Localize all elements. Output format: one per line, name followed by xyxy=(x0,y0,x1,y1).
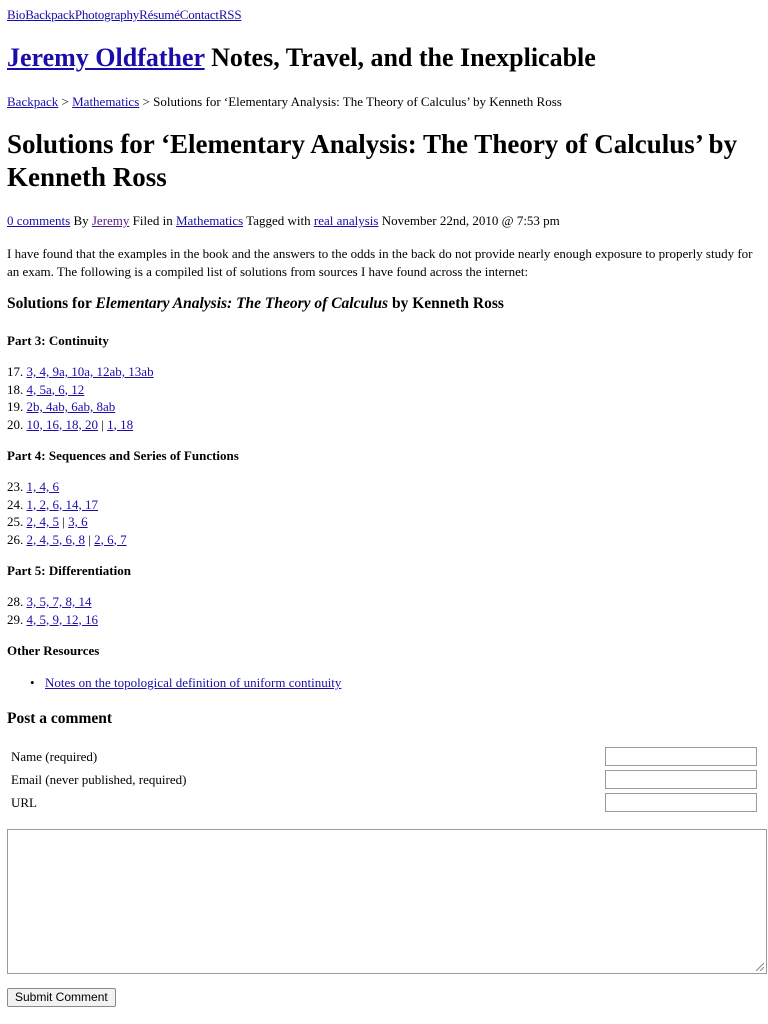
solutions-link[interactable]: 1, 2, 6, 14, 17 xyxy=(26,496,98,512)
category-link[interactable]: Mathematics xyxy=(176,213,244,228)
part-5-entries xyxy=(7,593,98,628)
url-label: URL xyxy=(11,795,37,810)
list-item xyxy=(7,416,154,434)
breadcrumb-home-link[interactable]: Backpack xyxy=(7,94,59,109)
meta-tagged-with: Tagged with xyxy=(246,213,311,228)
nav-link-bio[interactable]: Bio xyxy=(7,7,26,22)
url-input[interactable] xyxy=(605,793,757,812)
list-item xyxy=(7,593,98,611)
solutions-link-alt[interactable]: 1, 18 xyxy=(107,416,134,432)
resource-link[interactable]: Notes on the topological definition of uniform continuity xyxy=(45,675,342,690)
list-item xyxy=(7,531,127,549)
meta-by: By xyxy=(73,213,89,228)
site-header xyxy=(7,40,596,76)
link-separator: | xyxy=(88,531,91,547)
solutions-link-alt[interactable]: 3, 6 xyxy=(68,514,88,529)
part-heading: Part 4: Sequences and Series of Functions xyxy=(7,448,239,463)
exercise-number: 25. xyxy=(7,514,24,529)
breadcrumb-separator: > xyxy=(142,94,150,109)
list-item xyxy=(7,478,127,496)
exercise-number: 28. xyxy=(7,594,24,609)
breadcrumb-separator: > xyxy=(61,94,69,109)
solutions-link[interactable]: 1, 4, 6 xyxy=(26,479,59,494)
name-input[interactable] xyxy=(605,747,757,766)
submit-comment-button[interactable]: Submit Comment xyxy=(7,988,116,1007)
other-resources-list xyxy=(30,674,342,691)
author-link[interactable]: Jeremy xyxy=(91,213,130,228)
nav-link-resume[interactable]: Résumé xyxy=(139,7,180,22)
list-item xyxy=(7,513,127,531)
exercise-number: 26. xyxy=(7,531,24,547)
solutions-link[interactable]: 3, 5, 7, 8, 14 xyxy=(26,594,92,609)
solutions-link-alt[interactable]: 2, 6, 7 xyxy=(94,531,127,547)
exercise-number: 23. xyxy=(7,479,24,494)
link-separator: | xyxy=(101,416,104,432)
email-label: Email (never published, required) xyxy=(11,772,187,787)
nav-link-backpack[interactable]: Backpack xyxy=(25,7,75,22)
email-input[interactable] xyxy=(605,770,757,789)
top-nav xyxy=(7,7,241,23)
post-title: Solutions for ‘Elementary Analysis: The Theory of Calculus’ by Kenneth Ross xyxy=(7,129,738,192)
solutions-link[interactable]: 4, 5, 9, 12, 16 xyxy=(26,611,98,627)
book-title: Elementary Analysis: The Theory of Calculus xyxy=(95,295,389,312)
part-4-entries xyxy=(7,478,127,548)
resize-grip-icon[interactable] xyxy=(754,961,764,971)
exercise-number: 18. xyxy=(7,381,24,397)
nav-link-contact[interactable]: Contact xyxy=(179,7,219,22)
nav-link-rss[interactable]: RSS xyxy=(218,7,242,22)
site-tagline: Notes, Travel, and the Inexplicable xyxy=(211,43,596,72)
exercise-number: 24. xyxy=(7,496,24,512)
post-meta xyxy=(7,213,560,229)
solutions-heading-suffix: by Kenneth Ross xyxy=(391,295,504,312)
list-item xyxy=(7,611,98,629)
list-item xyxy=(7,398,154,416)
meta-filed-in: Filed in xyxy=(132,213,173,228)
part-3-entries xyxy=(7,363,154,433)
list-item xyxy=(7,363,154,381)
solutions-link[interactable]: 3, 4, 9a, 10a, 12ab, 13ab xyxy=(26,364,154,379)
breadcrumb-category-link[interactable]: Mathematics xyxy=(72,94,140,109)
part-heading: Part 5: Differentiation xyxy=(7,563,131,578)
post-date: November 22nd, 2010 @ 7:53 pm xyxy=(381,213,560,228)
solutions-link[interactable]: 2b, 4ab, 6ab, 8ab xyxy=(26,399,116,414)
site-name-link[interactable]: Jeremy Oldfather xyxy=(7,43,205,72)
exercise-number: 19. xyxy=(7,399,24,414)
solutions-link[interactable]: 10, 16, 18, 20 xyxy=(26,416,98,432)
breadcrumb-current: Solutions for ‘Elementary Analysis: The Theory of Calculus’ by Kenneth Ross xyxy=(153,94,562,109)
post-intro: I have found that the examples in the book and the answers to the odds in the back do not provide nearly enough exposure to properly study for an exam. The following is a compiled list of solutions from sources I have found across the internet: xyxy=(7,246,753,279)
solutions-heading-prefix: Solutions for xyxy=(7,295,92,312)
bullet-icon: • xyxy=(30,675,35,690)
link-separator: | xyxy=(62,514,65,529)
list-item xyxy=(7,496,127,514)
list-item xyxy=(7,381,154,399)
name-label: Name (required) xyxy=(11,749,98,764)
exercise-number: 17. xyxy=(7,364,24,379)
solutions-heading xyxy=(7,294,504,314)
solutions-link[interactable]: 2, 4, 5 xyxy=(26,514,59,529)
exercise-number: 29. xyxy=(7,611,24,627)
tag-link[interactable]: real analysis xyxy=(313,213,379,228)
part-heading: Part 3: Continuity xyxy=(7,333,109,348)
breadcrumb xyxy=(7,94,562,110)
solutions-link[interactable]: 2, 4, 5, 6, 8 xyxy=(26,531,85,547)
post-comment-heading: Post a comment xyxy=(7,710,113,727)
solutions-link[interactable]: 4, 5a, 6, 12 xyxy=(26,381,85,397)
comments-count-link[interactable]: 0 comments xyxy=(7,213,71,228)
comment-textarea[interactable] xyxy=(7,829,767,974)
other-resources-heading: Other Resources xyxy=(7,643,100,658)
nav-link-photography[interactable]: Photography xyxy=(74,7,140,22)
exercise-number: 20. xyxy=(7,416,24,432)
